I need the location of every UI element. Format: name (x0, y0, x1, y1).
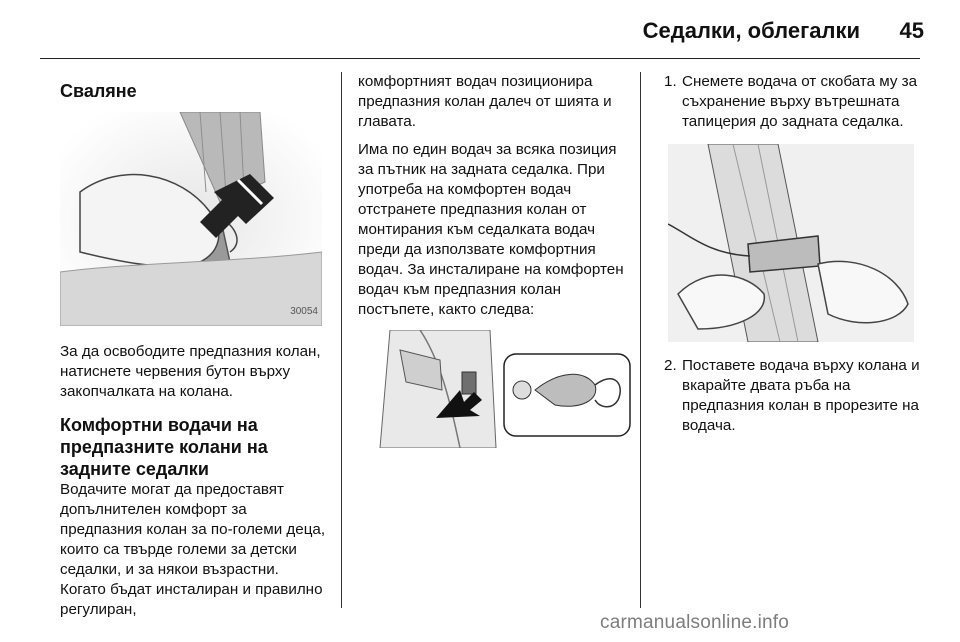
paragraph-comfort-guides: Водачите могат да предоставят допълнителен комфорт за предпазния колан за по-големи деца, които са твърде големи за детски седалки, и за някои възрастни. Когато бъдат инсталиран и правилно регулиран, (60, 481, 326, 618)
list-item-step-2 (664, 356, 926, 436)
column-3 (664, 72, 926, 436)
step-number: 2. (664, 357, 677, 374)
section-title: Сваляне (60, 81, 137, 101)
column-1 (60, 72, 328, 628)
guide-location-illustration (370, 330, 632, 448)
paragraph-release: За да освободите предпазния колан, натиснете червения бутон върху закопчалката на колана. (60, 343, 321, 400)
step-text: Поставете водача върху колана и вкарайте двата ръба на предпазния колан в прорезите на водача. (682, 357, 920, 434)
remove-guide-illustration (668, 144, 914, 342)
figure-buckle-release (60, 112, 322, 326)
column-2 (358, 72, 630, 448)
step-number: 1. (664, 73, 677, 90)
paragraph-comfort-position: комфортният водач позиционира предпазния колан далеч от шията и главата. (358, 73, 612, 130)
buckle-release-illustration (60, 112, 322, 326)
page-title: Седалки, облегалки (642, 18, 860, 43)
figure-remove-guide (668, 144, 914, 342)
figure-number: 30054 (290, 306, 318, 317)
step-text: Снемете водача от скобата му за съхранение върху вътрешната тапицерия до задната седалка. (682, 73, 918, 130)
subheading-comfort-guides: Комфортни водачи на предпазните колани на задните седалки (60, 415, 268, 479)
watermark: carmanualsonline.info (600, 612, 790, 633)
figure-guide-location (370, 330, 632, 448)
column-divider-1 (341, 72, 342, 608)
list-item-step-1 (664, 72, 926, 132)
paragraph-install-intro: Има по един водач за всяка позиция за пътник на задната седалка. При употреба на комфортен водач отстранете предпазния колан от монтирания към седалката водач преди да използвате комфортния водач. За инсталиране на комфортен водач към предпазния колан постъпете, както следва: (358, 141, 624, 318)
column-divider-2 (640, 72, 641, 608)
page-number: 45 (899, 18, 924, 43)
header-divider (40, 58, 920, 59)
